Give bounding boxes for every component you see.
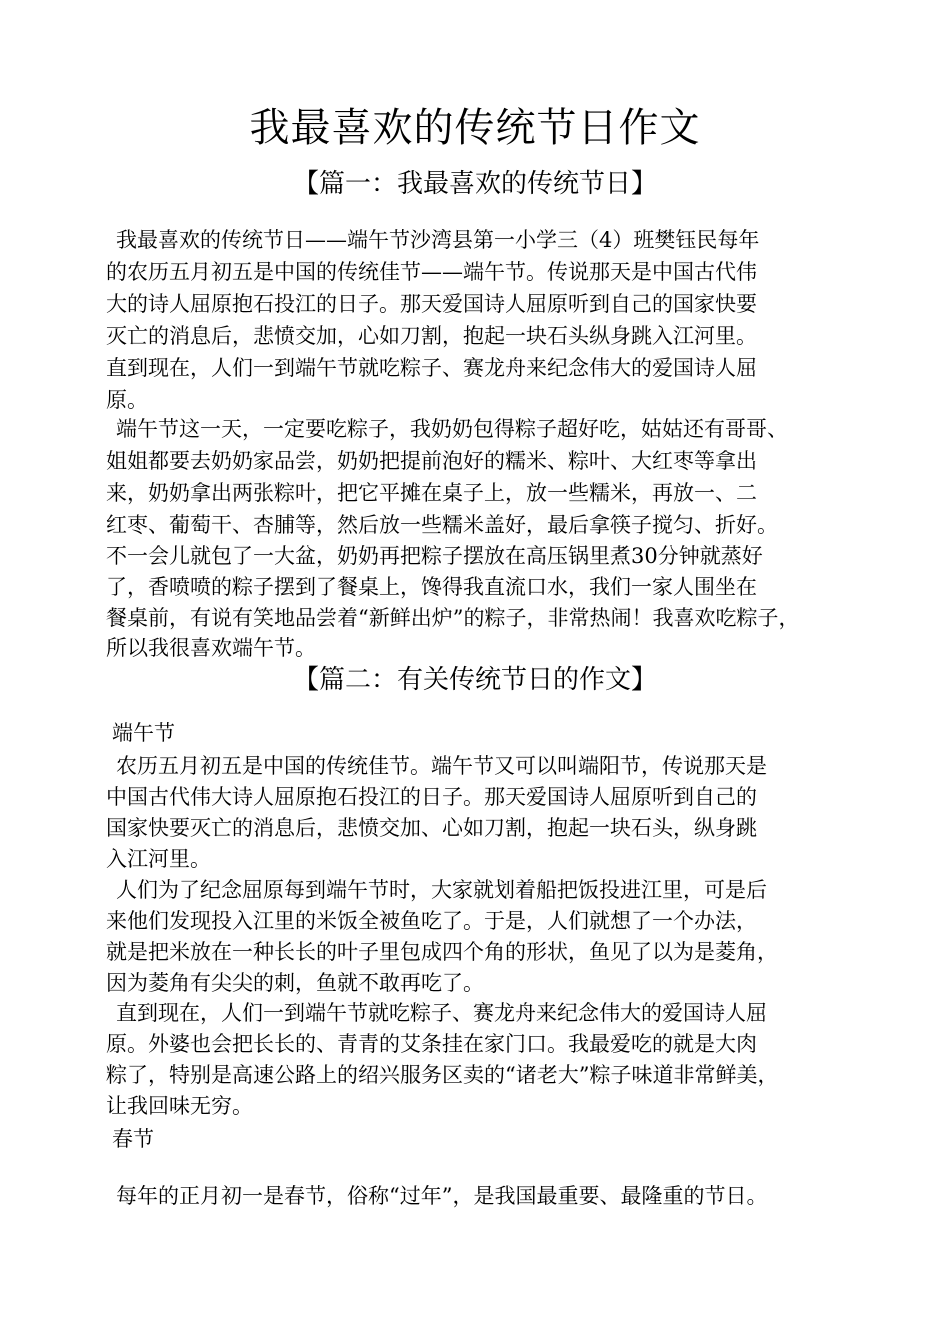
section2-line: 农历五月初五是中国的传统佳节。端午节又可以叫端阳节，传说那天是 bbox=[116, 754, 767, 778]
section1-line: 姐姐都要去奶奶家品尝，奶奶把提前泡好的糯米、粽叶、大红枣等拿出 bbox=[106, 449, 757, 473]
section2-line: 因为菱角有尖尖的刺，鱼就不敢再吃了。 bbox=[106, 971, 484, 995]
section2-line: 中国古代伟大诗人屈原抱石投江的日子。那天爱国诗人屈原听到自己的 bbox=[106, 785, 757, 809]
section2-subtitle-duanwu: 端午节 bbox=[112, 721, 175, 745]
section1-line: 所以我很喜欢端午节。 bbox=[106, 636, 316, 660]
document-title: 我最喜欢的传统节日作文 bbox=[249, 105, 701, 151]
section1-line: 来，奶奶拿出两张粽叶，把它平摊在桌子上，放一些糯米，再放一、二 bbox=[106, 481, 757, 505]
section2-line: 每年的正月初一是春节，俗称“过年”，是我国最重要、最隆重的节日。 bbox=[116, 1184, 768, 1208]
section2-line: 原。外婆也会把长长的、青青的艾条挂在家门口。我最爱吃的就是大肉 bbox=[106, 1032, 757, 1056]
section2-subtitle-chunjie: 春节 bbox=[112, 1127, 154, 1151]
section1-line: 餐桌前，有说有笑地品尝着“新鲜出炉”的粽子，非常热闹！我喜欢吃粽子， bbox=[106, 606, 800, 630]
section1-line: 原。 bbox=[106, 388, 148, 412]
section2-line: 让我回味无穷。 bbox=[106, 1094, 253, 1118]
section1-line: 大的诗人屈原抱石投江的日子。那天爱国诗人屈原听到自己的国家快要 bbox=[106, 292, 757, 316]
section1-line: 灭亡的消息后，悲愤交加，心如刀割，抱起一块石头纵身跳入江河里。 bbox=[106, 324, 757, 348]
section1-line: 了，香喷喷的粽子摆到了餐桌上，馋得我直流口水，我们一家人围坐在 bbox=[106, 575, 757, 599]
section2-heading: 【篇二：有关传统节日的作文】 bbox=[292, 665, 657, 695]
section2-line: 就是把米放在一种长长的叶子里包成四个角的形状，鱼见了以为是菱角， bbox=[106, 940, 778, 964]
section2-line: 入江河里。 bbox=[106, 847, 211, 871]
section1-line: 的农历五月初五是中国的传统佳节——端午节。传说那天是中国古代伟 bbox=[106, 260, 757, 284]
section1-line: 红枣、葡萄干、杏脯等，然后放一些糯米盖好，最后拿筷子搅匀、折好。 bbox=[106, 513, 778, 537]
section1-line: 直到现在，人们一到端午节就吃粽子、赛龙舟来纪念伟大的爱国诗人屈 bbox=[106, 356, 757, 380]
section2-line: 粽了，特别是高速公路上的绍兴服务区卖的“诸老大”粽子味道非常鲜美， bbox=[106, 1063, 779, 1087]
section2-line: 国家快要灭亡的消息后，悲愤交加、心如刀割，抱起一块石头，纵身跳 bbox=[106, 816, 757, 840]
section1-line: 我最喜欢的传统节日——端午节沙湾县第一小学三（4）班樊钰民每年 bbox=[116, 228, 760, 252]
section1-line: 端午节这一天，一定要吃粽子，我奶奶包得粽子超好吃，姑姑还有哥哥、 bbox=[116, 417, 788, 441]
section2-line: 来他们发现投入江里的米饭全被鱼吃了。于是，人们就想了一个办法， bbox=[106, 909, 757, 933]
section1-heading: 【篇一：我最喜欢的传统节日】 bbox=[292, 169, 657, 199]
section2-line: 直到现在，人们一到端午节就吃粽子、赛龙舟来纪念伟大的爱国诗人屈 bbox=[116, 1001, 767, 1025]
section2-line: 人们为了纪念屈原每到端午节时，大家就划着船把饭投进江里，可是后 bbox=[116, 878, 767, 902]
section1-line: 不一会儿就包了一大盆，奶奶再把粽子摆放在高压锅里煮30分钟就蒸好 bbox=[106, 544, 763, 568]
